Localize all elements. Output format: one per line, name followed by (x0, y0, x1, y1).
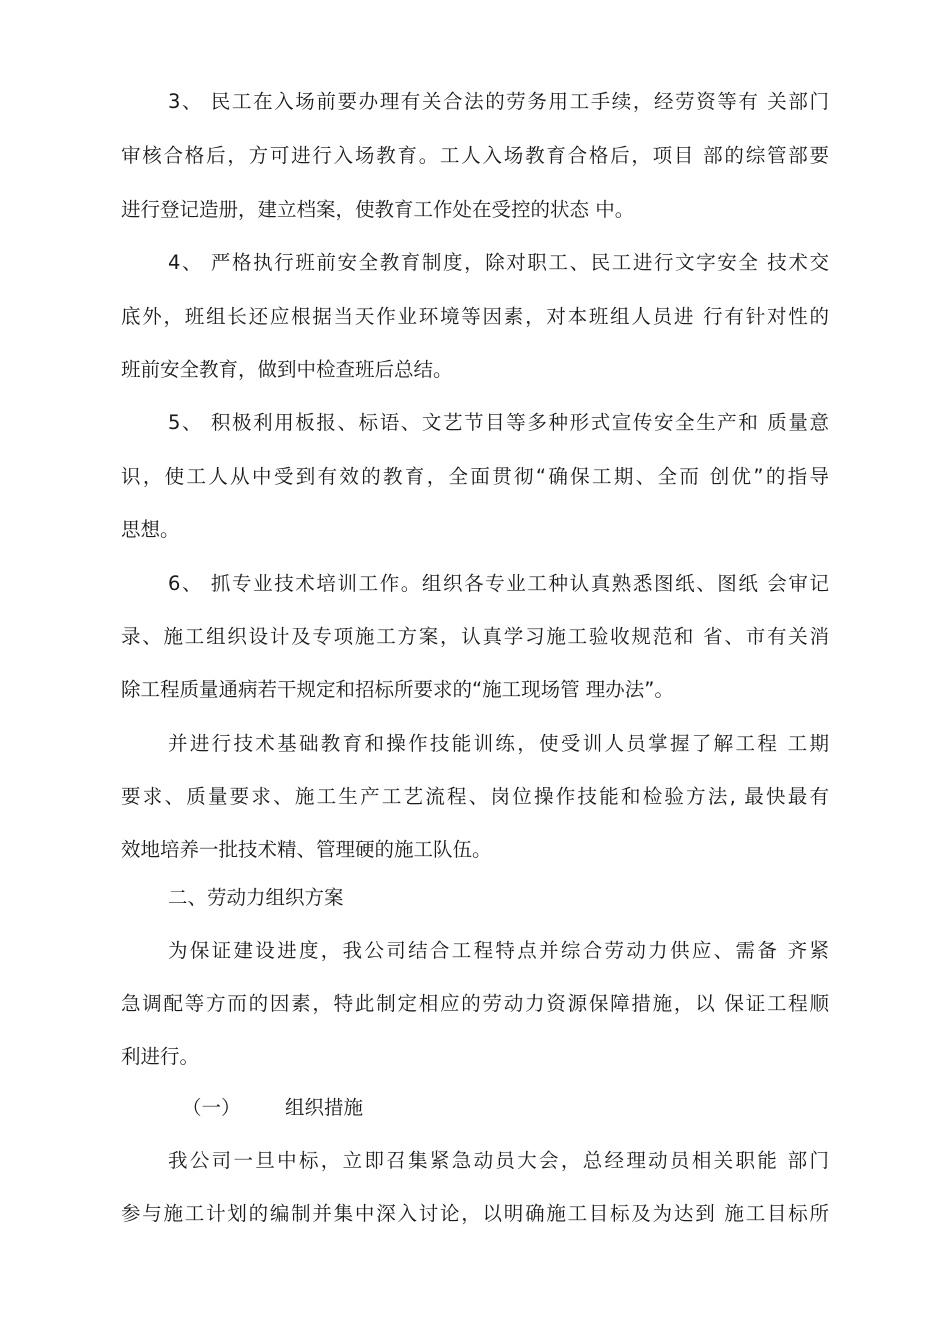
item-4-line-3: 班前安全教育，做到中检查班后总结。 (121, 358, 453, 381)
item-6-line-3: 除工程质量通病若干规定和招标所要求的“施工现场管 理办法”。 (121, 678, 674, 701)
item-3-line-1: 3、 民工在入场前要办理有关合法的劳务用工手续，经劳资等有 关部门 (168, 90, 829, 113)
training-para-line-2: 要求、质量要求、施工生产工艺流程、岗位操作技能和检验方法, 最快最有 (121, 785, 829, 808)
item-5-line-1: 5、 积极利用板报、标语、文艺节目等多种形式宣传安全生产和 质量意 (168, 411, 829, 434)
measures-para-line-1: 我公司一旦中标，立即召集紧急动员大会，总经理动员相关职能 部门 (168, 1149, 829, 1172)
item-5-line-3: 思想。 (121, 518, 180, 541)
section-para-line-1: 为保证建设进度，我公司结合工程特点并综合劳动力供应、需备 齐紧 (168, 939, 829, 962)
subsection-number: （一） (182, 1096, 241, 1119)
training-para-line-3: 效地培养一批技术精、管理硬的施工队伍。 (121, 838, 492, 861)
item-6-line-1: 6、 抓专业技术培训工作。组织各专业工种认真熟悉图纸、图纸 会审记 (168, 572, 829, 595)
item-5-line-2: 识，使工人从中受到有效的教育，全面贯彻“确保工期、全而 创优”的指导 (121, 465, 829, 488)
section-para-line-3: 利进行。 (121, 1045, 200, 1068)
training-para-line-1: 并进行技术基础教育和操作技能训练，使受训人员掌握了解工程 工期 (168, 732, 829, 755)
item-4-line-1: 4、 严格执行班前安全教育制度，除对职工、民工进行文字安全 技术交 (168, 251, 829, 274)
section-para-line-2: 急调配等方而的因素，特此制定相应的劳动力资源保障措施，以 保证工程顺 (121, 992, 829, 1015)
item-3-line-2: 审核合格后，方可进行入场教育。工人入场教育合格后，项目 部的综管部要 (121, 144, 829, 167)
subsection-title: 组织措施 (285, 1096, 364, 1119)
section-heading: 二、劳动力组织方案 (168, 886, 344, 909)
item-4-line-2: 底外，班组长还应根据当天作业环境等因素，对本班组人员进 行有针对性的 (121, 305, 829, 328)
item-6-line-2: 录、施工组织设计及专项施工方案，认真学习施工验收规范和 省、市有关消 (121, 625, 829, 648)
item-3-line-3: 进行登记造册，建立档案，使教育工作处在受控的状态 中。 (121, 198, 635, 221)
measures-para-line-2: 参与施工计划的编制并集中深入讨论，以明确施工目标及为达到 施工目标所 (121, 1202, 829, 1225)
